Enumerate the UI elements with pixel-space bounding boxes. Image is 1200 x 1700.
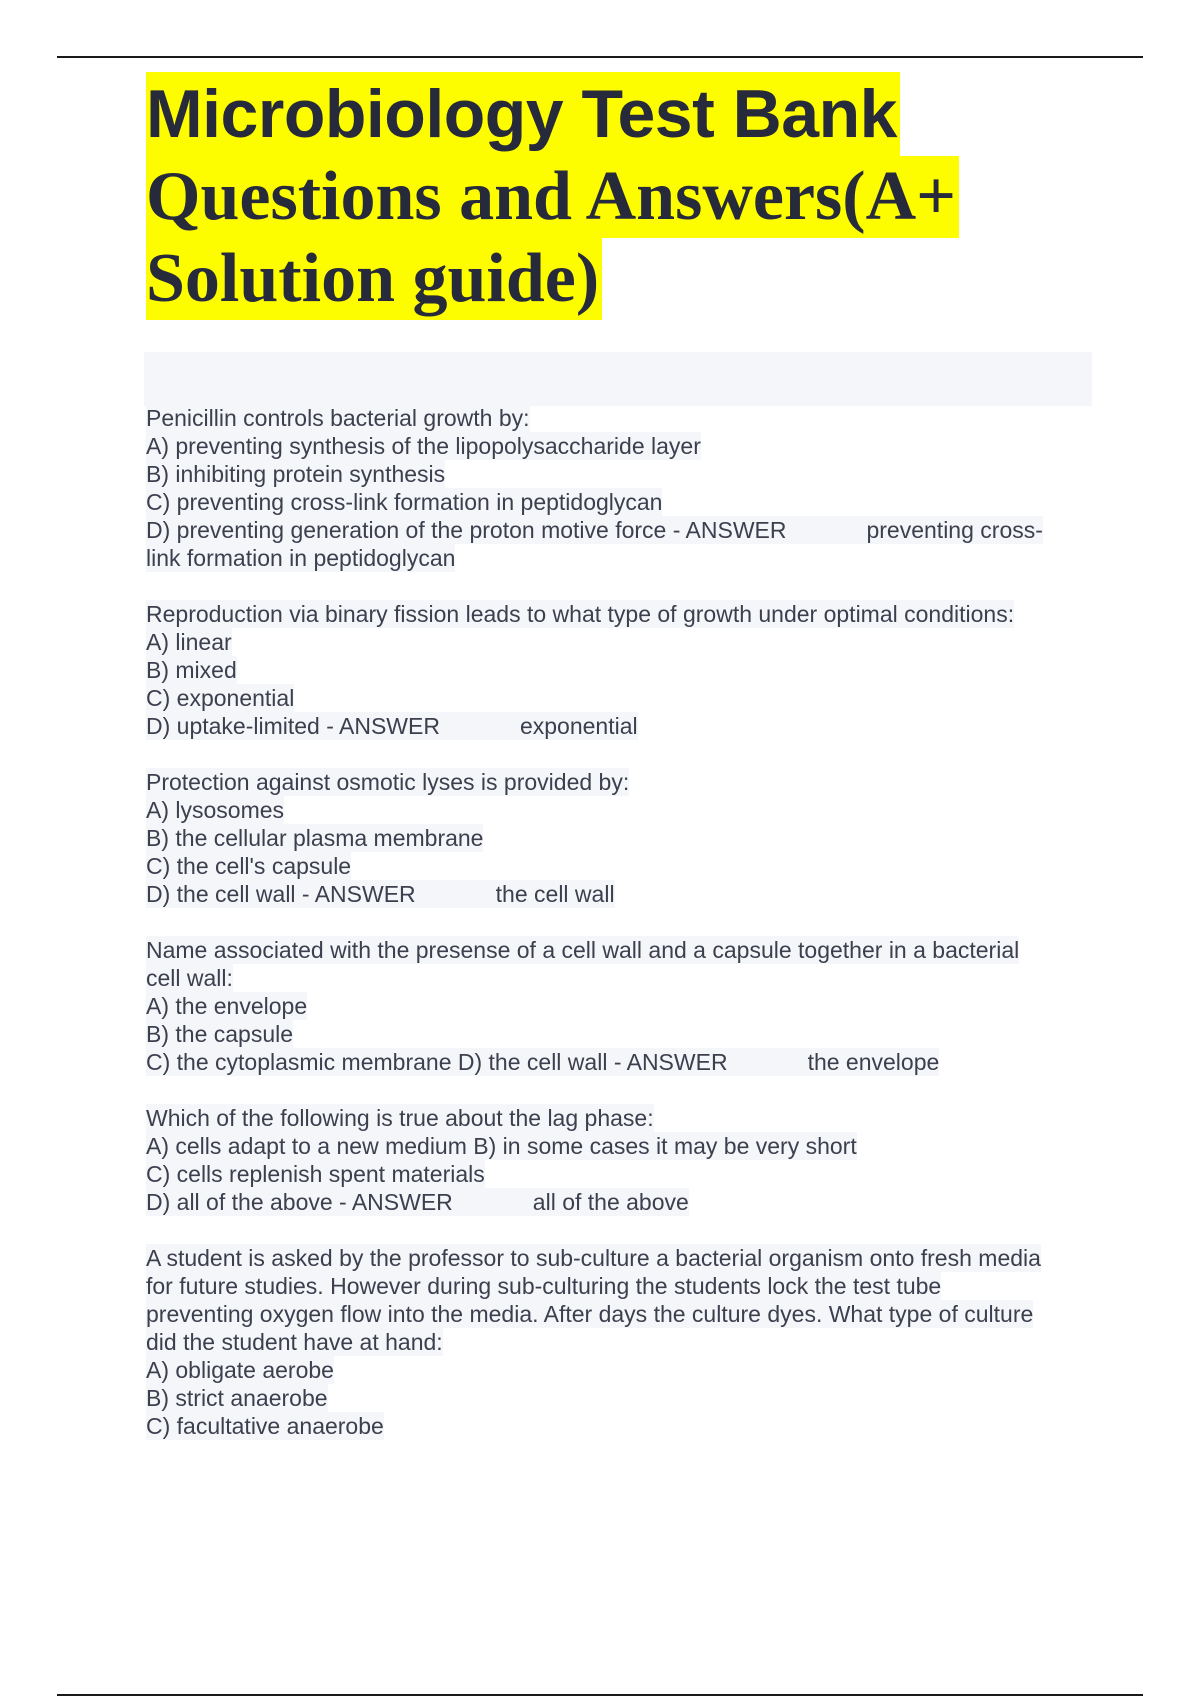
option-cd-answer-prefix: C) the cytoplasmic membrane D) the cell wall - ANSWER [146,1049,728,1075]
option-b: B) the cellular plasma membrane [146,825,484,851]
option-d-answer-prefix: D) all of the above - ANSWER [146,1189,453,1215]
answer-text: preventing cross- [866,517,1043,543]
blank-highlight-band [144,352,1092,406]
title-line-3: Solution guide) [146,238,602,320]
question-block-6 [146,1244,1096,1440]
document-title [146,72,959,320]
option-ab: A) cells adapt to a new medium B) in some cases it may be very short [146,1133,857,1159]
option-a: A) lysosomes [146,797,285,823]
option-b: B) the capsule [146,1021,294,1047]
answer-text: all of the above [532,1189,689,1215]
answer-text: the envelope [807,1049,940,1075]
option-c: C) cells replenish spent materials [146,1161,485,1187]
option-b: B) strict anaerobe [146,1385,328,1411]
option-a: A) the envelope [146,993,308,1019]
question-block-2 [146,600,1096,740]
questions-list [146,404,1096,1468]
option-c: C) preventing cross-link formation in peptidoglycan [146,489,663,515]
question-text: Penicillin controls bacterial growth by: [146,405,530,431]
question-text: Protection against osmotic lyses is provided by: [146,769,630,795]
question-text: Which of the following is true about the lag phase: [146,1105,654,1131]
option-d-answer-prefix: D) preventing generation of the proton motive force - ANSWER [146,517,787,543]
question-block-3 [146,768,1096,908]
question-text: A student is asked by the professor to sub-culture a bacterial organism onto fresh media [146,1245,1041,1271]
question-block-5 [146,1104,1096,1216]
option-c: C) exponential [146,685,295,711]
title-line-2: Questions and Answers(A+ [146,156,959,238]
question-text-cont: did the student have at hand: [146,1329,443,1355]
option-d-answer-prefix: D) uptake-limited - ANSWER [146,713,440,739]
question-text: Reproduction via binary fission leads to what type of growth under optimal conditions: [146,601,1015,627]
answer-continuation: link formation in peptidoglycan [146,545,456,571]
option-b: B) mixed [146,657,237,683]
question-text-cont: preventing oxygen flow into the media. After days the culture dyes. What type of culture [146,1301,1034,1327]
question-text: Name associated with the presense of a cell wall and a capsule together in a bacterial [146,937,1020,963]
option-a: A) linear [146,629,232,655]
question-text-cont: cell wall: [146,965,233,991]
answer-text: exponential [519,713,638,739]
option-c: C) facultative anaerobe [146,1413,384,1439]
bottom-rule [57,1694,1143,1696]
title-line-1: Microbiology Test Bank [146,72,900,156]
option-b: B) inhibiting protein synthesis [146,461,446,487]
option-c: C) the cell's capsule [146,853,352,879]
answer-text: the cell wall [495,881,615,907]
question-text-cont: for future studies. However during sub-culturing the students lock the test tube [146,1273,942,1299]
option-a: A) obligate aerobe [146,1357,334,1383]
question-block-1 [146,404,1096,572]
option-a: A) preventing synthesis of the lipopolysaccharide layer [146,433,701,459]
top-rule [57,56,1143,58]
option-d-answer-prefix: D) the cell wall - ANSWER [146,881,416,907]
question-block-4 [146,936,1096,1076]
